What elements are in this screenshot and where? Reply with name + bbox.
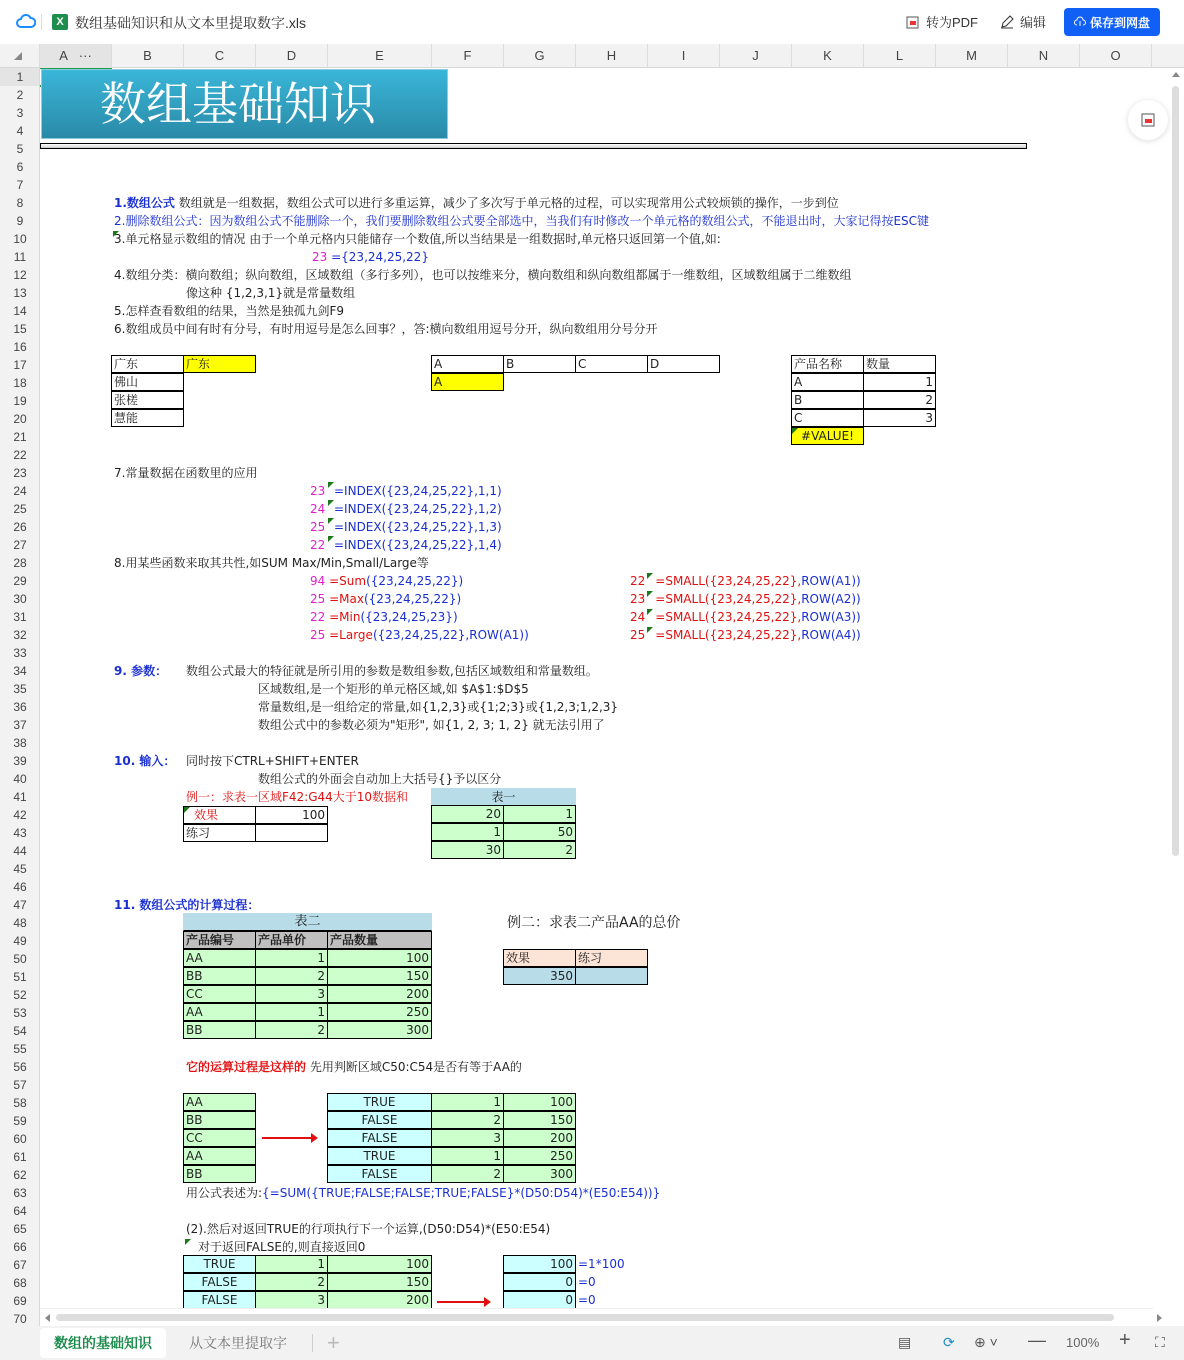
small-row: 22 =SMALL({23,24,25,22},ROW(A1)) bbox=[630, 574, 861, 588]
table-header[interactable]: 数量 bbox=[863, 355, 936, 373]
column-header-H[interactable]: H bbox=[576, 44, 648, 68]
row-header[interactable]: 34 bbox=[13, 664, 27, 678]
table-cell[interactable]: TRUE bbox=[327, 1093, 432, 1111]
pdf-icon bbox=[905, 14, 921, 30]
note-10-heading: 10. 输入： bbox=[114, 754, 176, 768]
error-cell[interactable]: #VALUE! bbox=[791, 427, 864, 445]
table-cell[interactable]: 1 bbox=[431, 1147, 504, 1165]
row-header[interactable]: 2 bbox=[16, 88, 24, 102]
cloud-drive-icon[interactable] bbox=[16, 13, 36, 29]
column-headers bbox=[0, 44, 1184, 68]
table-cell[interactable]: 150 bbox=[327, 967, 432, 985]
note-4-sub: 像这种 {1,2,3,1}就是常量数组 bbox=[186, 286, 356, 300]
zoom-level[interactable]: 100% bbox=[1066, 1335, 1100, 1350]
agg-row: 94 =Sum({23,24,25,22}) bbox=[310, 574, 464, 588]
excel-file-icon: X bbox=[52, 14, 68, 30]
row-header[interactable]: 25 bbox=[13, 502, 27, 516]
table-cell[interactable]: 1 bbox=[431, 1093, 504, 1111]
table-cell[interactable]: AA bbox=[183, 949, 256, 967]
row-header[interactable]: 47 bbox=[13, 898, 27, 912]
table-cell[interactable]: TRUE bbox=[327, 1147, 432, 1165]
table-cell[interactable]: 100 bbox=[327, 949, 432, 967]
row-header[interactable]: 9 bbox=[16, 214, 24, 228]
row-header[interactable]: 18 bbox=[13, 376, 27, 390]
row-header[interactable]: 26 bbox=[13, 520, 27, 534]
formula-text: =INDEX({23,24,25,22},1,3) bbox=[334, 520, 502, 534]
agg-row: 25 =Max({23,24,25,22}) bbox=[310, 592, 462, 606]
example-2-title: 例二：求表二产品AA的总价 bbox=[507, 915, 681, 931]
horizontal-scrollbar[interactable] bbox=[40, 1308, 1153, 1326]
table-cell[interactable]: 300 bbox=[327, 1021, 432, 1039]
table-cell[interactable]: 2 bbox=[863, 391, 936, 409]
table-cell[interactable]: 20 bbox=[431, 805, 504, 823]
column-header-D[interactable]: D bbox=[256, 44, 328, 68]
table-cell[interactable]: BB bbox=[183, 1111, 256, 1129]
table-cell[interactable]: AA bbox=[183, 1093, 256, 1111]
note-2: 2.删除数组公式：因为数组公式不能删除一个，我们要删除数组公式要全部选中，当我们有时修改一个单元格的数组公式，不能退出时，大家记得按ESC键 bbox=[114, 214, 930, 228]
row-header[interactable]: 49 bbox=[13, 934, 27, 948]
row-header[interactable]: 35 bbox=[13, 682, 27, 696]
title-bar bbox=[0, 0, 1184, 44]
zoom-out-button[interactable]: — bbox=[1028, 1330, 1046, 1350]
table-cell[interactable]: A bbox=[791, 373, 864, 391]
table-header[interactable]: 产品名称 bbox=[791, 355, 864, 373]
table-cell[interactable]: 2 bbox=[255, 1273, 328, 1291]
table-cell[interactable]: D bbox=[647, 355, 720, 373]
formula-note: =0 bbox=[578, 1293, 596, 1307]
table-cell[interactable]: BB bbox=[183, 1165, 256, 1183]
column-header-F[interactable]: F bbox=[432, 44, 504, 68]
table-cell[interactable]: FALSE bbox=[183, 1291, 256, 1309]
column-header-M[interactable]: M bbox=[936, 44, 1008, 68]
table-cell[interactable]: 2 bbox=[431, 1111, 504, 1129]
row-header[interactable]: 46 bbox=[13, 880, 27, 894]
save-label: 保存到网盘 bbox=[1089, 15, 1150, 30]
row-header[interactable]: 44 bbox=[13, 844, 27, 858]
edit-button[interactable] bbox=[999, 12, 1046, 31]
process-description: 它的运算过程是这样的 先用判断区域C50:C54是否有等于AA的 bbox=[186, 1060, 522, 1074]
table-cell[interactable]: 练习 bbox=[183, 824, 256, 842]
scrollbar-thumb[interactable] bbox=[1172, 86, 1179, 856]
table-cell[interactable]: AA bbox=[183, 1147, 256, 1165]
table-cell[interactable]: 3 bbox=[863, 409, 936, 427]
formula-expression: 用公式表述为:{=SUM({TRUE;FALSE;FALSE;TRUE;FALSE}*(D50:D54)*(E50:E54))} bbox=[186, 1186, 661, 1200]
row-header[interactable]: 13 bbox=[13, 286, 27, 300]
result-value: 25 bbox=[310, 520, 326, 534]
table-cell[interactable]: BB bbox=[183, 1021, 256, 1039]
table-cell[interactable]: 1 bbox=[255, 949, 328, 967]
formula-note: =0 bbox=[578, 1275, 596, 1289]
row-header[interactable]: 5 bbox=[16, 142, 24, 156]
table-cell[interactable]: A bbox=[431, 355, 504, 373]
column-header-E[interactable]: E bbox=[328, 44, 432, 68]
note-3: 3.单元格显示数组的情况 由于一个单元格内只能储存一个数值,所以当结果是一组数据时,单元格只返回第一个值,如: bbox=[114, 232, 721, 246]
row-header[interactable]: 56 bbox=[13, 1060, 27, 1074]
note-10-line: 同时按下CTRL+SHIFT+ENTER bbox=[186, 754, 359, 768]
cloud-upload-icon bbox=[1074, 16, 1086, 28]
row-headers bbox=[0, 68, 40, 1326]
comment-marker bbox=[184, 807, 190, 813]
table-cell[interactable]: 2 bbox=[431, 1165, 504, 1183]
small-row: 25 =SMALL({23,24,25,22},ROW(A4)) bbox=[630, 628, 861, 642]
fit-view-icon[interactable]: ⊕ ˅ bbox=[974, 1334, 998, 1350]
agg-row: 25 =Large({23,24,25,22},ROW(A1)) bbox=[310, 628, 529, 642]
formula-text: =INDEX({23,24,25,22},1,2) bbox=[334, 502, 502, 516]
row-header[interactable]: 1 bbox=[0, 68, 40, 86]
step-2b: 对于返回FALSE的,则直接返回0 bbox=[198, 1240, 366, 1254]
vertical-scrollbar[interactable] bbox=[1153, 68, 1184, 1313]
row-header[interactable]: 17 bbox=[13, 358, 27, 372]
row-header[interactable]: 45 bbox=[13, 862, 27, 876]
table-cell[interactable]: 0 bbox=[503, 1291, 576, 1309]
row-header[interactable]: 59 bbox=[13, 1114, 27, 1128]
table-cell[interactable]: 100 bbox=[327, 1255, 432, 1273]
table-cell[interactable]: B bbox=[503, 355, 576, 373]
table-cell[interactable]: BB bbox=[183, 967, 256, 985]
column-header-G[interactable]: G bbox=[504, 44, 576, 68]
formula-text: =INDEX({23,24,25,22},1,4) bbox=[334, 538, 502, 552]
step-2: (2).然后对返回TRUE的行项执行下一个运算,(D50:D54)*(E50:E54) bbox=[186, 1222, 551, 1236]
table-cell[interactable]: 100 bbox=[503, 1093, 576, 1111]
row-header[interactable]: 10 bbox=[13, 232, 27, 246]
row-header[interactable]: 52 bbox=[13, 988, 27, 1002]
table-cell[interactable]: 3 bbox=[255, 1291, 328, 1309]
example-1-title: 例一：求表一区域F42:G44大于10数据和 bbox=[186, 790, 409, 804]
note-9-line: 常量数组,是一组给定的常量,如{1,2,3}或{1;2;3}或{1,2,3;1,2,3} bbox=[258, 700, 619, 714]
table-cell[interactable]: FALSE bbox=[327, 1129, 432, 1147]
column-header-O[interactable]: O bbox=[1080, 44, 1152, 68]
row-header[interactable]: 69 bbox=[13, 1294, 27, 1308]
note-10-line: 数组公式的外面会自动加上大括号{}予以区分 bbox=[258, 772, 502, 786]
table-cell[interactable]: 100 bbox=[255, 806, 328, 824]
table-cell[interactable]: 广东 bbox=[111, 355, 184, 373]
table-cell[interactable]: AA bbox=[183, 1003, 256, 1021]
sheet-tab-basics[interactable]: 数组的基础知识 bbox=[40, 1328, 166, 1358]
table-cell[interactable]: 1 bbox=[431, 823, 504, 841]
table-cell[interactable]: 350 bbox=[503, 967, 576, 985]
convert-pdf-button[interactable] bbox=[905, 12, 978, 31]
table-cell[interactable]: 50 bbox=[503, 823, 576, 841]
sidebar-toggle-icon[interactable]: ▤ bbox=[898, 1334, 912, 1350]
table-cell[interactable]: 250 bbox=[327, 1003, 432, 1021]
table-cell[interactable]: 150 bbox=[503, 1111, 576, 1129]
result-value: 22 bbox=[310, 538, 326, 552]
select-all-corner[interactable] bbox=[0, 44, 40, 68]
row-header[interactable]: 66 bbox=[13, 1240, 27, 1254]
table-cell[interactable]: C bbox=[575, 355, 648, 373]
row-header[interactable]: 33 bbox=[13, 646, 27, 660]
column-header-C[interactable]: C bbox=[184, 44, 256, 68]
note-7: 7.常量数据在函数里的应用 bbox=[114, 466, 258, 480]
table-header[interactable]: 练习 bbox=[575, 949, 648, 967]
row-header[interactable]: 57 bbox=[13, 1078, 27, 1092]
row-header[interactable]: 38 bbox=[13, 736, 27, 750]
column-header-L[interactable]: L bbox=[864, 44, 936, 68]
row-header[interactable]: 53 bbox=[13, 1006, 27, 1020]
row-header[interactable]: 63 bbox=[13, 1186, 27, 1200]
row-header[interactable]: 50 bbox=[13, 952, 27, 966]
row-header[interactable]: 3 bbox=[16, 106, 24, 120]
row-header[interactable]: 60 bbox=[13, 1132, 27, 1146]
row-header[interactable]: 40 bbox=[13, 772, 27, 786]
zoom-in-button[interactable]: + bbox=[1119, 1329, 1131, 1351]
row-header[interactable]: 29 bbox=[13, 574, 27, 588]
note-3-example: 23 ={23,24,25,22} bbox=[312, 250, 429, 264]
table-header[interactable]: 效果 bbox=[503, 949, 576, 967]
divider bbox=[41, 14, 42, 30]
row-header[interactable]: 43 bbox=[13, 826, 27, 840]
table-cell[interactable]: 1 bbox=[255, 1255, 328, 1273]
row-header[interactable]: 51 bbox=[13, 970, 27, 984]
note-9-line: 区域数组,是一个矩形的单元格区域,如 $A$1:$D$5 bbox=[258, 682, 529, 696]
table-cell[interactable]: 1 bbox=[863, 373, 936, 391]
row-header[interactable]: 14 bbox=[13, 304, 27, 318]
row-header[interactable]: 19 bbox=[13, 394, 27, 408]
note-8: 8.用某些函数来取其共性,如SUM Max/Min,Small/Large等 bbox=[114, 556, 429, 570]
table-cell[interactable]: 100 bbox=[503, 1255, 576, 1273]
table-cell[interactable] bbox=[255, 824, 328, 842]
table-header[interactable]: 产品编号 bbox=[183, 931, 256, 949]
refresh-view-icon[interactable]: ⟳ bbox=[943, 1334, 955, 1350]
note-9-line: 数组公式中的参数必须为"矩形", 如{1, 2, 3; 1, 2} 就无法引用了 bbox=[258, 718, 605, 732]
column-header-I[interactable]: I bbox=[648, 44, 720, 68]
table-cell[interactable]: 200 bbox=[327, 985, 432, 1003]
table-cell[interactable]: 1 bbox=[255, 1003, 328, 1021]
result-value: 24 bbox=[310, 502, 326, 516]
column-header-J[interactable]: J bbox=[720, 44, 792, 68]
comment-marker bbox=[185, 1239, 191, 1245]
row-header[interactable]: 11 bbox=[13, 250, 27, 264]
table-cell[interactable]: CC bbox=[183, 985, 256, 1003]
column-header-B[interactable]: B bbox=[112, 44, 184, 68]
arrow-right-icon bbox=[262, 1137, 312, 1139]
file-name: 数组基础知识和从文本里提取数字.xls bbox=[75, 15, 306, 31]
column-header-A[interactable]: A ··· bbox=[40, 44, 112, 68]
row-header[interactable]: 16 bbox=[13, 340, 27, 354]
table-cell[interactable]: 2 bbox=[255, 967, 328, 985]
table-cell[interactable]: 3 bbox=[255, 985, 328, 1003]
sheet-grid[interactable] bbox=[40, 68, 1153, 1313]
table-cell[interactable]: C bbox=[791, 409, 864, 427]
row-header[interactable]: 39 bbox=[13, 754, 27, 768]
row-header[interactable]: 36 bbox=[13, 700, 27, 714]
sheet-tab-bar bbox=[0, 1326, 1184, 1360]
table-cell[interactable]: 200 bbox=[327, 1291, 432, 1309]
column-header-K[interactable]: K bbox=[792, 44, 864, 68]
row-header[interactable]: 61 bbox=[13, 1150, 27, 1164]
note-5: 5.怎样查看数组的结果，当然是独孤九剑F9 bbox=[114, 304, 344, 318]
table-cell[interactable]: FALSE bbox=[327, 1165, 432, 1183]
row-header[interactable]: 62 bbox=[13, 1168, 27, 1182]
table-cell[interactable]: FALSE bbox=[327, 1111, 432, 1129]
row-header[interactable]: 54 bbox=[13, 1024, 27, 1038]
row-header[interactable]: 70 bbox=[13, 1312, 27, 1326]
note-11-heading: 11. 数组公式的计算过程： bbox=[114, 898, 260, 912]
agg-row: 22 =Min({23,24,25,23}) bbox=[310, 610, 458, 624]
table-cell[interactable]: 2 bbox=[255, 1021, 328, 1039]
table-title: 表二 bbox=[183, 913, 432, 931]
row-header[interactable]: 32 bbox=[13, 628, 27, 642]
row-header[interactable]: 58 bbox=[13, 1096, 27, 1110]
table-cell[interactable]: 慧能 bbox=[111, 409, 184, 427]
row-header[interactable]: 7 bbox=[16, 178, 24, 192]
table-title: 表一 bbox=[431, 788, 576, 806]
row-header[interactable]: 67 bbox=[13, 1258, 27, 1272]
row-header[interactable]: 55 bbox=[13, 1042, 27, 1056]
row-header[interactable]: 68 bbox=[13, 1276, 27, 1290]
row-header[interactable]: 42 bbox=[13, 808, 27, 822]
table-cell[interactable]: A bbox=[431, 373, 504, 391]
edit-label: 编辑 bbox=[1020, 15, 1047, 30]
save-to-cloud-button[interactable] bbox=[1064, 8, 1160, 36]
table-cell[interactable]: 250 bbox=[503, 1147, 576, 1165]
arrow-right-icon bbox=[437, 1301, 485, 1303]
row-header[interactable]: 28 bbox=[13, 556, 27, 570]
row-header[interactable]: 21 bbox=[13, 430, 27, 444]
floating-pdf-button[interactable] bbox=[1128, 100, 1168, 140]
row-header[interactable]: 15 bbox=[13, 322, 27, 336]
result-value: 23 bbox=[310, 484, 326, 498]
table-cell[interactable]: FALSE bbox=[183, 1273, 256, 1291]
column-header-N[interactable]: N bbox=[1008, 44, 1080, 68]
table-cell[interactable]: 0 bbox=[503, 1273, 576, 1291]
add-sheet-button[interactable]: + bbox=[327, 1330, 340, 1355]
note-9-line: 数组公式最大的特征就是所引用的参数是数组参数,包括区域数组和常量数组。 bbox=[186, 664, 598, 678]
row-header[interactable]: 48 bbox=[13, 916, 27, 930]
note-1: 1.数组公式 数组就是一组数据，数组公式可以进行多重运算，减少了多次写于单元格的过程，可以实现常用公式较烦锁的操作，一步到位 bbox=[114, 196, 839, 210]
row-header[interactable]: 23 bbox=[13, 466, 27, 480]
formula-text: =INDEX({23,24,25,22},1,1) bbox=[334, 484, 502, 498]
row-header[interactable]: 41 bbox=[13, 790, 27, 804]
sheet-tab-extract[interactable]: 从文本里提取字 bbox=[189, 1335, 287, 1351]
table-cell[interactable]: 30 bbox=[431, 841, 504, 859]
table-cell[interactable]: TRUE bbox=[183, 1255, 256, 1273]
row-header[interactable]: 20 bbox=[13, 412, 27, 426]
row-header[interactable]: 8 bbox=[16, 196, 24, 210]
pencil-icon bbox=[999, 14, 1015, 30]
small-row: 24 =SMALL({23,24,25,22},ROW(A3)) bbox=[630, 610, 861, 624]
table-header[interactable]: 产品数量 bbox=[327, 931, 432, 949]
table-cell[interactable]: 200 bbox=[503, 1129, 576, 1147]
table-cell[interactable] bbox=[575, 967, 648, 985]
row-header[interactable]: 12 bbox=[13, 268, 27, 282]
table-cell[interactable]: 佛山 bbox=[111, 373, 184, 391]
convert-pdf-label: 转为PDF bbox=[926, 15, 979, 30]
row-header[interactable]: 31 bbox=[13, 610, 27, 624]
row-header[interactable]: 27 bbox=[13, 538, 27, 552]
row-header[interactable]: 4 bbox=[16, 124, 24, 138]
row-header[interactable]: 22 bbox=[13, 448, 27, 462]
table-cell[interactable]: B bbox=[791, 391, 864, 409]
table-cell[interactable]: 张槎 bbox=[111, 391, 184, 409]
small-row: 23 =SMALL({23,24,25,22},ROW(A2)) bbox=[630, 592, 861, 606]
scroll-up-icon[interactable] bbox=[1172, 72, 1180, 77]
table-cell[interactable]: 3 bbox=[431, 1129, 504, 1147]
table-cell[interactable]: 广东 bbox=[183, 355, 256, 373]
separator-bar bbox=[40, 143, 1027, 149]
table-cell[interactable]: 150 bbox=[327, 1273, 432, 1291]
note-9-heading: 9. 参数： bbox=[114, 664, 168, 678]
scrollbar-thumb[interactable] bbox=[56, 1314, 1114, 1321]
pdf-convert-icon bbox=[1139, 111, 1157, 129]
error-marker bbox=[792, 428, 798, 434]
row-header[interactable]: 24 bbox=[13, 484, 27, 498]
note-6: 6.数组成员中间有时有分号，有时用逗号是怎么回事？，答:横向数组用逗号分开，纵向数组用分号分开 bbox=[114, 322, 658, 336]
table-header[interactable]: 产品单价 bbox=[255, 931, 328, 949]
scroll-right-icon[interactable] bbox=[1157, 1314, 1162, 1322]
scroll-left-icon[interactable] bbox=[45, 1314, 50, 1322]
row-header[interactable]: 37 bbox=[13, 718, 27, 732]
note-4: 4.数组分类：横向数组；纵向数组，区域数组（多行多列），也可以按维来分，横向数组和纵向数组都属于一维数组，区域数组属于二维数组 bbox=[114, 268, 852, 282]
row-header[interactable]: 6 bbox=[16, 160, 24, 174]
table-cell[interactable]: 1 bbox=[503, 805, 576, 823]
formula-note: =1*100 bbox=[578, 1257, 625, 1271]
table-cell[interactable]: 300 bbox=[503, 1165, 576, 1183]
row-header[interactable]: 30 bbox=[13, 592, 27, 606]
table-cell[interactable]: 2 bbox=[503, 841, 576, 859]
table-cell[interactable]: CC bbox=[183, 1129, 256, 1147]
banner-title: 数组基础知识 bbox=[41, 69, 448, 139]
fullscreen-icon[interactable]: ⛶ bbox=[1155, 1334, 1165, 1350]
table-cell[interactable]: 效果 bbox=[183, 806, 256, 824]
row-header[interactable]: 65 bbox=[13, 1222, 27, 1236]
row-header[interactable]: 64 bbox=[13, 1204, 27, 1218]
